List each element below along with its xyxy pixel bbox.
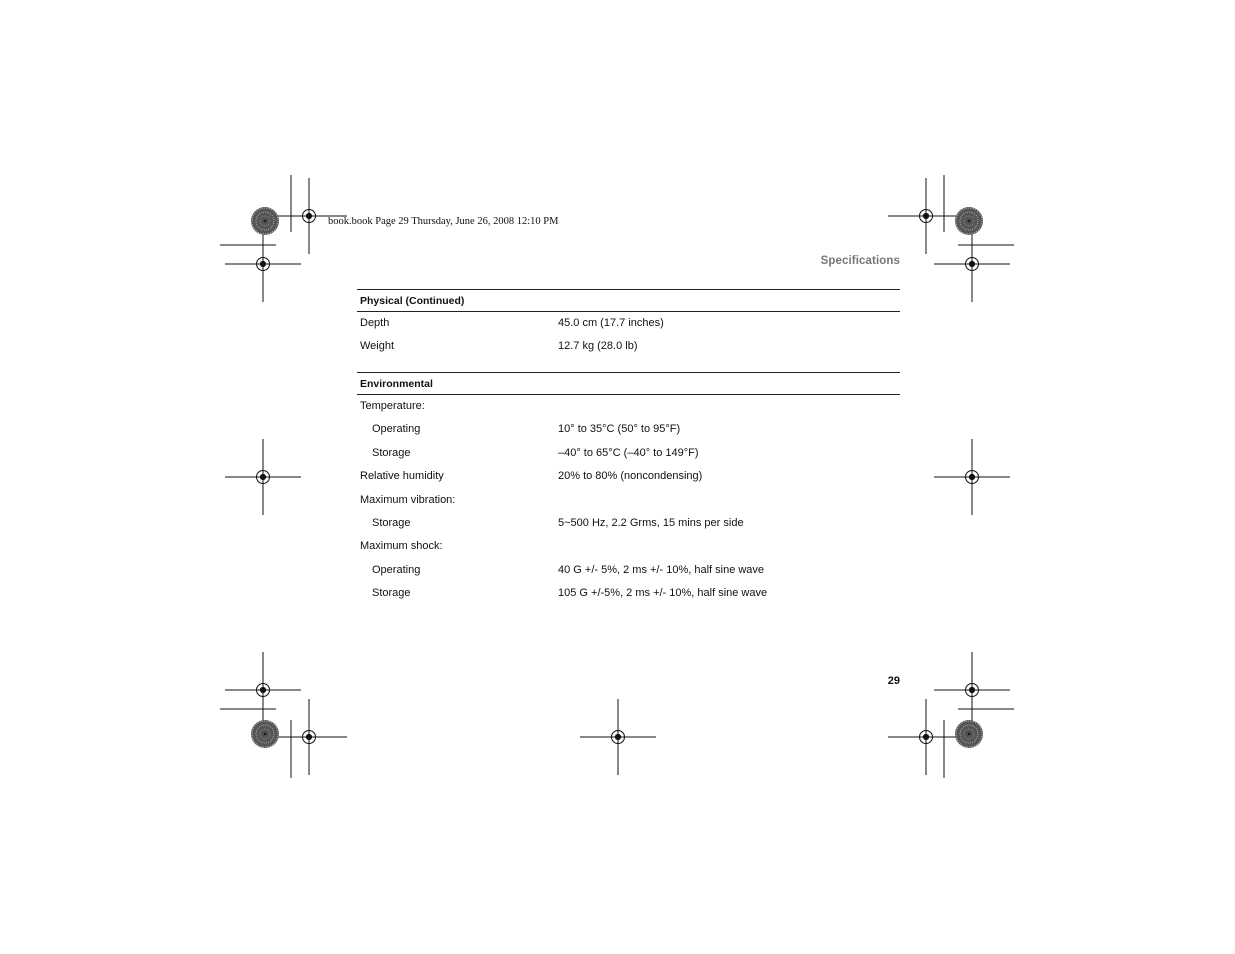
spec-value: 10° to 35°C (50° to 95°F) xyxy=(558,423,681,436)
spec-row xyxy=(357,582,900,605)
spec-label: Maximum shock: xyxy=(360,540,443,553)
spec-row xyxy=(357,465,900,488)
spec-row xyxy=(357,489,900,512)
spec-value: –40° to 65°C (–40° to 149°F) xyxy=(558,446,699,459)
spec-label: Relative humidity xyxy=(360,470,444,483)
spec-value: 12.7 kg (28.0 lb) xyxy=(558,340,638,353)
spec-value: 5~500 Hz, 2.2 Grms, 15 mins per side xyxy=(558,516,744,529)
spec-label: Depth xyxy=(360,317,390,329)
spec-label: Storage xyxy=(372,446,411,459)
physical-section xyxy=(357,289,900,359)
spec-row xyxy=(357,535,900,558)
spec-label: Operating xyxy=(372,563,421,576)
spec-label: Weight xyxy=(360,340,395,353)
print-slug: book.book Page 29 Thursday, June 26, 2008 12:10 PM xyxy=(328,216,559,227)
spec-label: Operating xyxy=(372,423,421,436)
spec-label: Temperature: xyxy=(360,400,425,412)
running-head: Specifications xyxy=(820,255,900,267)
spec-value: 20% to 80% (noncondensing) xyxy=(558,470,703,483)
spec-value: 40 G +/- 5%, 2 ms +/- 10%, half sine wave xyxy=(558,563,765,576)
section-heading: Environmental xyxy=(357,372,900,395)
spec-value: 105 G +/-5%, 2 ms +/- 10%, half sine wave xyxy=(558,587,768,600)
spec-row xyxy=(357,559,900,582)
section-heading: Physical (Continued) xyxy=(357,289,900,312)
spec-row xyxy=(357,418,900,441)
spec-label: Maximum vibration: xyxy=(360,493,456,506)
spec-label: Storage xyxy=(372,587,411,600)
spec-row xyxy=(357,335,900,358)
spec-row xyxy=(357,312,900,335)
environmental-section xyxy=(357,372,900,606)
spec-value: 45.0 cm (17.7 inches) xyxy=(558,317,664,329)
spec-label: Storage xyxy=(372,516,411,529)
spec-row xyxy=(357,442,900,465)
spec-row xyxy=(357,395,900,418)
spec-row xyxy=(357,512,900,535)
page-number: 29 xyxy=(887,675,900,687)
